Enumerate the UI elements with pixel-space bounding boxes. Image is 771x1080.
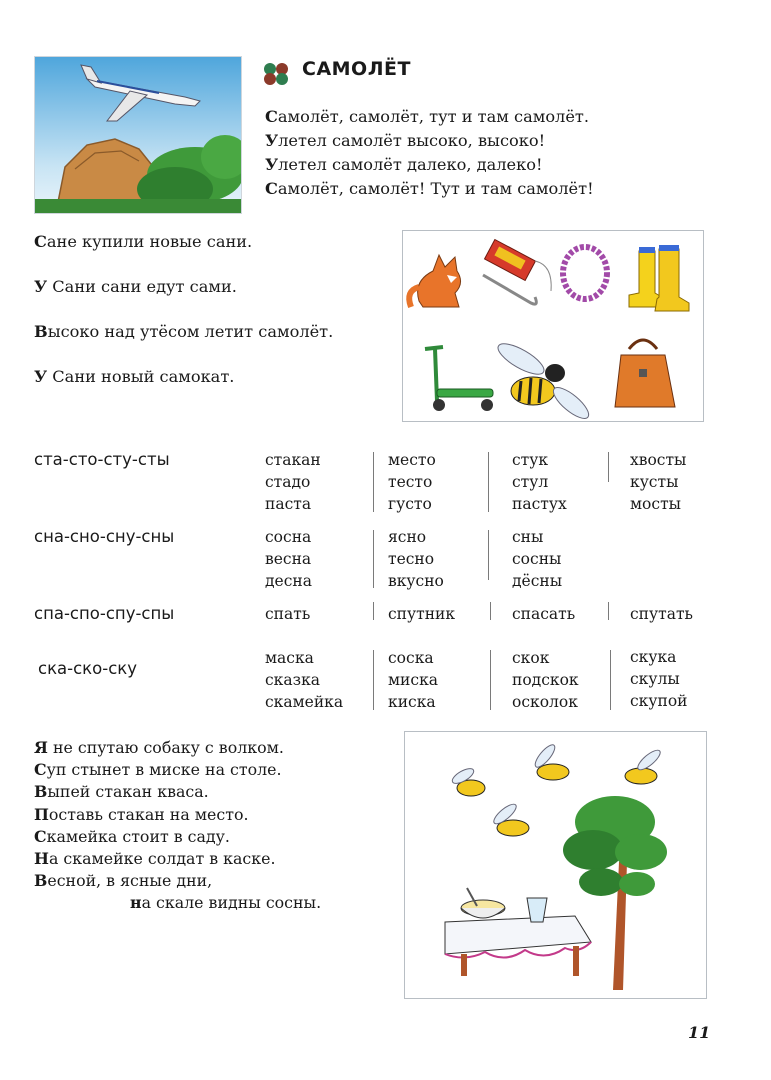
word: соска: [388, 649, 434, 667]
divider: [373, 530, 374, 588]
word: хвосты: [630, 451, 687, 469]
word: стук: [512, 451, 549, 469]
word-column: [388, 526, 444, 592]
glass-icon: [527, 898, 547, 922]
word: сказка: [265, 671, 320, 689]
word: стул: [512, 473, 549, 491]
sentence: У Сани новый самокат.: [34, 367, 235, 386]
syllable-label: сна-сно-сну-сны: [34, 527, 175, 546]
boots-icon: [629, 245, 689, 311]
word: стадо: [265, 473, 311, 491]
word: скок: [512, 649, 550, 667]
poem-text: [265, 105, 594, 201]
syllable-label: ста-сто-сту-сты: [34, 450, 170, 469]
sled-icon: [483, 239, 551, 304]
airplane-illustration: [34, 56, 242, 214]
sentences-block: [34, 232, 333, 412]
poem-line: Самолёт, самолёт, тут и там самолёт.: [265, 107, 590, 126]
text-line: Выпей стакан кваса.: [34, 782, 209, 802]
word: густо: [388, 495, 432, 513]
sentence: Сане купили новые сани.: [34, 232, 253, 251]
wasp-icon: [532, 742, 569, 780]
word: подскок: [512, 671, 579, 689]
poem-line: Самолёт, самолёт! Тут и там самолёт!: [265, 179, 594, 198]
word: мосты: [630, 495, 681, 513]
text-line: На скамейке солдат в каске.: [34, 849, 276, 869]
divider: [490, 602, 491, 620]
word: вкусно: [388, 572, 444, 590]
sentence: У Сани сани едут сами.: [34, 277, 237, 296]
word: скупой: [630, 692, 688, 710]
wasp-icon: [491, 801, 529, 836]
divider: [488, 452, 489, 512]
word: сны: [512, 528, 544, 546]
sentence: Высоко над утёсом летит самолёт.: [34, 322, 334, 341]
page-number: 11: [688, 1023, 711, 1042]
objects-illustration: [402, 230, 704, 422]
word: скулы: [630, 670, 680, 688]
divider: [373, 650, 374, 710]
divider: [610, 650, 611, 710]
wasp-icon: [494, 338, 593, 421]
word-column: [265, 647, 343, 713]
word: паста: [265, 495, 312, 513]
word: спасать: [512, 605, 576, 623]
word: весна: [265, 550, 312, 568]
practice-text: [34, 737, 321, 915]
word: маска: [265, 649, 314, 667]
word-column: [388, 647, 438, 713]
word: спутать: [630, 605, 693, 623]
table-icon: [445, 916, 591, 976]
divider: [488, 530, 489, 580]
text-line: Я не спутаю собаку с волком.: [34, 738, 284, 757]
divider: [490, 650, 491, 710]
word: миска: [388, 671, 438, 689]
word: скука: [630, 648, 677, 666]
poem-line: Улетел самолёт высоко, высоко!: [265, 131, 546, 150]
bowl-icon: [461, 888, 505, 918]
word-column: [630, 449, 686, 515]
wasp-icon: [450, 766, 485, 796]
word: дёсны: [512, 572, 563, 590]
word: кусты: [630, 473, 679, 491]
word: пастух: [512, 495, 567, 513]
fox-icon: [409, 255, 460, 307]
text-line: Поставь стакан на место.: [34, 804, 249, 824]
word-column: [630, 646, 687, 712]
scooter-icon: [425, 347, 493, 411]
poem-title: САМОЛЁТ: [302, 58, 411, 80]
text-line: Суп стынет в миске на столе.: [34, 760, 282, 780]
text-line: на скале видны сосны.: [130, 893, 322, 913]
word: киска: [388, 693, 436, 711]
bag-icon: [615, 340, 675, 407]
text-line: Весной, в ясные дни,: [34, 871, 213, 891]
word: осколок: [512, 693, 578, 711]
text-line: Скамейка стоит в саду.: [34, 826, 230, 846]
word-column: [265, 449, 321, 515]
syllable-label: ска-ско-ску: [38, 659, 137, 678]
word-column: [265, 526, 312, 592]
word: сосны: [512, 550, 562, 568]
poem-line: Улетел самолёт далеко, далеко!: [265, 155, 543, 174]
word: стакан: [265, 451, 321, 469]
word-column: [512, 449, 567, 515]
divider: [373, 452, 374, 512]
word: скамейка: [265, 693, 344, 711]
clover-icon: [262, 60, 296, 86]
word-column: [512, 647, 579, 713]
divider: [608, 452, 609, 482]
word: сосна: [265, 528, 312, 546]
word-column: [388, 449, 436, 515]
garden-illustration: [404, 731, 707, 999]
word: десна: [265, 572, 312, 590]
word: тесно: [388, 550, 435, 568]
word-column: [512, 526, 562, 592]
syllable-label: спа-спо-спу-спы: [34, 604, 175, 623]
word: тесто: [388, 473, 433, 491]
word: ясно: [388, 528, 427, 546]
divider: [373, 602, 374, 620]
divider: [608, 602, 609, 620]
wasp-icon: [625, 747, 663, 784]
word: место: [388, 451, 436, 469]
beads-icon: [563, 247, 607, 299]
word: спутник: [388, 605, 456, 623]
word: спать: [265, 605, 311, 623]
